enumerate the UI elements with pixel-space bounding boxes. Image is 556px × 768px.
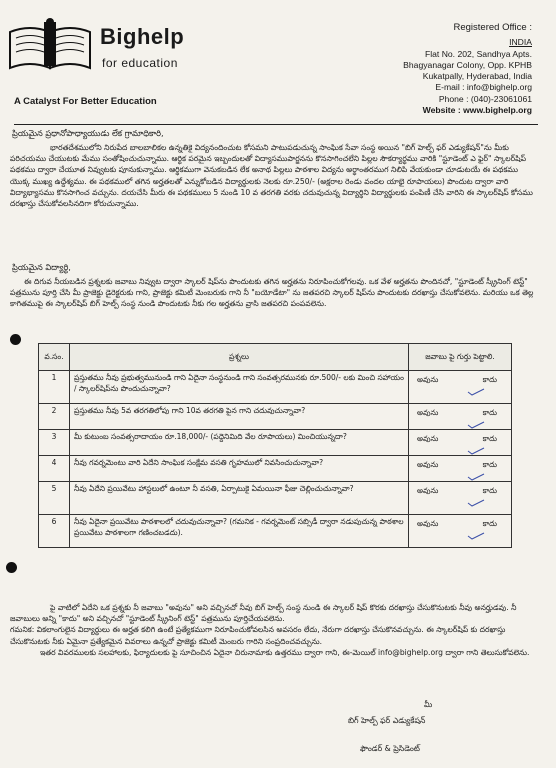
greeting-headmaster: ప్రియమైన ప్రధానోపాధ్యాయుడు లేక గ్రామాధికారి, xyxy=(12,128,164,138)
address-line-2: Bhagyanagar Colony, Opp. KPHB xyxy=(403,59,532,70)
office-email: E-mail : info@bighelp.org xyxy=(435,82,532,93)
question-number: 1 xyxy=(39,371,70,404)
answer-yes[interactable]: అవును xyxy=(417,460,439,469)
answer-no[interactable]: కాదు xyxy=(482,434,497,443)
answer-no[interactable]: కాదు xyxy=(482,486,497,495)
tick-mark-icon xyxy=(467,421,485,429)
tick-mark-icon xyxy=(467,532,485,540)
office-country: INDIA xyxy=(509,37,532,48)
question-number: 3 xyxy=(39,430,70,456)
answer-options xyxy=(409,430,512,456)
table-row xyxy=(39,482,512,515)
closing-section xyxy=(10,602,540,658)
answer-yes[interactable]: అవును xyxy=(417,434,439,443)
question-text: ప్రస్తుతము నీవు 5వ తరగతిలోపు గాని 10వ తరగతి పైన గాని చదువుచున్నావా? xyxy=(70,404,409,430)
table-row xyxy=(39,371,512,404)
answer-yes[interactable]: అవును xyxy=(417,375,439,384)
tick-mark-icon xyxy=(467,499,485,507)
question-text: నీవు ఏదేని ప్రయివేటు హాస్టలులో ఉంటూ నీ వసతి, ఏర్పాటుకై ఏమయినా ఫీజు చెల్లించుచున్నావా? xyxy=(70,482,409,515)
organization-signature: బిగ్ హెల్ప్ ఫర్ ఎడ్యుకేషన్ xyxy=(348,716,426,725)
punch-hole xyxy=(10,334,21,345)
answer-no[interactable]: కాదు xyxy=(482,519,497,528)
tick-mark-icon xyxy=(467,388,485,396)
yours-label: మీ xyxy=(424,700,433,709)
header-divider xyxy=(14,124,538,125)
intro-paragraph xyxy=(10,142,540,209)
table-header-row xyxy=(39,344,512,371)
brand-name: Bighelp xyxy=(100,24,185,49)
office-label: Registered Office : xyxy=(453,22,532,33)
question-text: ప్రస్తుతము నీవు ప్రభుత్వమునుండి గాని ఏదైనా సంస్థనుండి గాని సంవత్సరమునకు రూ.500/- లకు మించి సహాయం / స్కాలర్‌షిప్‌ను పొందుచున్నావా? xyxy=(70,371,409,404)
answer-no[interactable]: కాదు xyxy=(482,375,497,384)
question-number: 2 xyxy=(39,404,70,430)
answer-options xyxy=(409,456,512,482)
table-row xyxy=(39,430,512,456)
question-text: నీవు గవర్నమెంటు వారి ఏదేని సాంఘిక సంక్షేమ వసతి గృహములో నివసించుచున్నావా? xyxy=(70,456,409,482)
table-row xyxy=(39,404,512,430)
address-line-1: Flat No. 202, Sandhya Apts. xyxy=(424,48,532,59)
special-note: గమనిక: వికలాంగులైన విద్యార్థులు ఈ అర్హత కలిగి ఉంటే ప్రత్యేకముగా నిరూపించుకోవలసిన అవసరం లేదు, నేరుగా దరఖాస్తు చేసుకొనవచ్చును. ఈ స్కాలర్‌షిప్ కు దరఖాస్తు చేసుకొనుటకు నీకు ఏమైనా ప్రత్యేకమైన వివరాలు ఉన్నచో ప్రాజెక్టు కమిటీ మెంబరు గారిని సంప్రదించవచ్చును. xyxy=(10,625,506,646)
contact-note: ఇతర వివరములకు సలహాలకు, ఫిర్యాదులకు పై సూచించిన ఏదైనా చిరునామాకు ఉత్తరము ద్వారా గాని, ఈ-మెయిల్ info@bighelp.org ద్వారా గాని తెలుసుకోవలెను. xyxy=(40,647,530,657)
answer-options xyxy=(409,404,512,430)
answer-options xyxy=(409,482,512,515)
col-question-header: ప్రశ్నలు xyxy=(70,344,409,371)
punch-hole xyxy=(6,562,17,573)
answer-yes[interactable]: అవును xyxy=(417,486,439,495)
table-row xyxy=(39,515,512,548)
address-line-3: Kukatpally, Hyderabad, India xyxy=(422,71,532,82)
question-text: నీవు ఏదైనా ప్రయివేటు పాఠశాలలో చదువుచున్నావా? (గమనిక - గవర్నమెంట్ సబ్సిడీ ద్వారా నడుపుచున్న పాఠశాల ప్రయివేటు పాఠశాలగా గణించబడదు). xyxy=(70,515,409,548)
office-phone: Phone : (040)-23061061 xyxy=(438,93,532,104)
bighelp-logo-icon xyxy=(6,18,96,76)
table-row xyxy=(39,456,512,482)
signatory-title: ఫౌండర్ & ప్రెసిడెంట్ xyxy=(360,744,420,753)
instruction-text: ఈ దిగువ నీయబడిన ప్రశ్నలకు జవాబు నివ్వుట ద్వారా స్కాలర్ షిప్‌ను పొందుటకు తగిన అర్హతను నిరూపించుకోగలవు. ఒక వేళ అర్హతను పొందినచో, "స్టూడెంట్ స్క్రీనింగ్ టెస్ట్" పత్రమును పూర్తి చేసి మీ ప్రాజెక్టు డైరెక్టరుకు గాని, ప్రాజెక్టు కమిటీ మెంబరుకు గాని నీ "బయోడేటా" ను జతపరచి స్కాలర్ షిప్‌ను పొందుటకు దరఖాస్తు చేసుకోవలెను. మరియు ఒక తెల్ల కాగితముపై ఈ స్కాలర్‌షిప్ బిగ్ హెల్ప్ సంస్థ నుండి పొందుటకు నీకు గల అర్హతను వ్రాసి జతపరచి పంపవలెను. xyxy=(10,277,534,309)
question-number: 6 xyxy=(39,515,70,548)
question-text: మీ కుటుంబ సంవత్సరాదాయం రూ.18,000/- (పద్దెనిమిది వేల రూపాయలు) మించియున్నదా? xyxy=(70,430,409,456)
question-number: 4 xyxy=(39,456,70,482)
tick-mark-icon xyxy=(467,473,485,481)
tick-mark-icon xyxy=(467,447,485,455)
answer-no[interactable]: కాదు xyxy=(482,408,497,417)
question-number: 5 xyxy=(39,482,70,515)
answer-no[interactable]: కాదు xyxy=(482,460,497,469)
intro-text: భారతదేశములోని నిరుపేద బాలబాలికల ఉన్నతికై విద్యనందించుట కోసమని పాటుపడుచున్న సాంఘిక సేవా సంస్థ అయిన "బిగ్ హెల్ప్ ఫర్ ఎడ్యుకేషన్"ను మీకు పరిచయము చేయుటకు మేము సంతోషించుచున్నాము. ఆర్థిక పరమైన ఇబ్బందులతో విద్యాసముపార్జనను కొనసాగించలేని పిల్లల సౌకర్యార్థము వారికి "స్టూడెంట్ ఎ ఫైర్" స్కాలర్‌షిప్ పథకము ద్వారా చేయూత నివ్వుటకు పూనుకున్నాము. ఆర్థికముగా వెనుకబడిన లేక అనాథ పిల్లలు పాఠశాల విద్యను అర్థాంతరముగ నిలిపి వేయకుండా చూడుటయే ఈ పథకము యొక్క ముఖ్య ఉద్దేశ్యము. ఈ పథకములో తగిన అర్హతలతో ఎన్నుకోబడిన విద్యార్థులకు నెలకు రూ.250/- (అక్షరాల రెండు వందల యాభై రూపాయలు) పొందుట ద్వారా వారి విద్యాభ్యాసము కొనసాగించ వచ్చును. దయచేసి మీరు ఈ పథకములు 5 నుండి 10 వ తరగతి వరకు చదువుచున్న విద్యార్థిని విద్యార్థులకు పంపిణీ చేసి వారిని ఈ స్కాలర్‌షిప్ కోసము దరఖాస్తు చేసుకోవలసినదిగా కోరుచున్నాము. xyxy=(10,143,533,209)
eligibility-questions-table xyxy=(38,343,512,548)
answer-options xyxy=(409,515,512,548)
col-answer-header: జవాబు పై గుర్తు పెట్టాలి. xyxy=(409,344,512,371)
disqualification-note: పై వాటిలో ఏదేని ఒక ప్రశ్నకు నీ జవాబు "అవును" అని వచ్చినచో నీవు బిగ్ హెల్ప్ సంస్థ నుండి ఈ స్కాలర్ షిప్ కొరకు దరఖాస్తు చేసుకొనుటకు నీవు అనర్హుడవు. నీ జవాబులు అన్ని "కాదు" అని వచ్చినచో "స్టూడెంట్ స్క్రీనింగ్ టెస్ట్" పత్రమును పూర్తిచేయవలెను. xyxy=(10,603,517,624)
brand-subtitle: for education xyxy=(102,56,178,70)
greeting-student: ప్రియమైన విద్యార్థి, xyxy=(12,262,71,272)
answer-yes[interactable]: అవును xyxy=(417,519,439,528)
answer-options xyxy=(409,371,512,404)
tagline: A Catalyst For Better Education xyxy=(14,96,157,107)
answer-yes[interactable]: అవును xyxy=(417,408,439,417)
instruction-paragraph xyxy=(10,276,540,310)
registered-office xyxy=(403,22,532,116)
office-website: Website : www.bighelp.org xyxy=(422,105,532,116)
col-number-header: వ.సం. xyxy=(39,344,70,371)
